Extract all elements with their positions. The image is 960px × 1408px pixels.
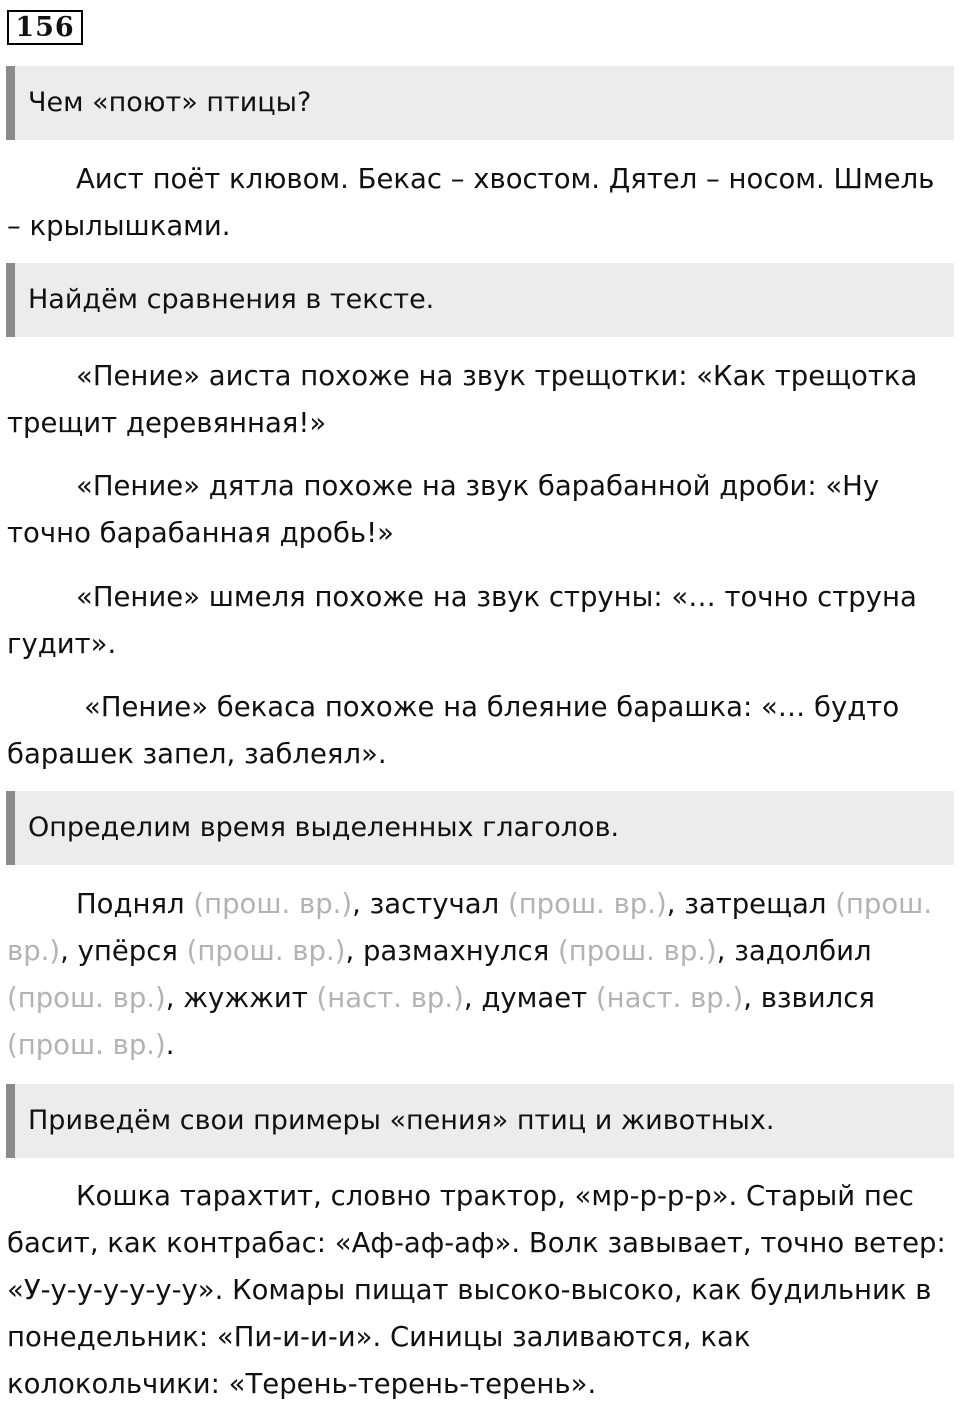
tense-note: (наст. вр.) — [595, 982, 744, 1014]
separator: , — [463, 982, 482, 1014]
verb: застучал — [369, 888, 500, 920]
answer-paragraph: Кошка тарахтит, словно трактор, «мр-р-р-р». Старый пес басит, как контрабас: «Аф-аф-аф». Волк завывает, точно ветер: «У-у-у-у-у-у-у». Комары пищат высоко-высоко, как будильник в понедельник: «Пи-и-и-и». Синицы заливаются, как колокольчики: «Терень-терень-терень». — [7, 1180, 946, 1400]
separator: . — [165, 1029, 175, 1061]
question-heading: Приведём свои примеры «пения» птиц и животных. — [6, 1084, 954, 1158]
tense-note: (наст. вр.) — [316, 982, 464, 1014]
task-number: 156 — [7, 10, 83, 45]
question-heading: Найдём сравнения в тексте. — [6, 263, 954, 337]
separator: , — [666, 888, 685, 920]
verb: жужжит — [183, 982, 308, 1014]
separator: , — [716, 935, 735, 967]
verb: затрещал — [684, 888, 827, 920]
tense-note: (прош. вр.) — [193, 888, 353, 920]
separator: , — [165, 982, 184, 1014]
separator: , — [60, 935, 78, 967]
verb: Поднял — [76, 888, 185, 920]
answer-paragraph: Аист поёт клювом. Бекас – хвостом. Дятел – носом. Шмель – крылышками. — [7, 163, 935, 242]
tense-note: (прош. вр.) — [7, 1029, 166, 1061]
separator: , — [352, 888, 370, 920]
question-heading: Определим время выделенных глаголов. — [6, 791, 954, 865]
verb: упёрся — [77, 935, 178, 967]
verb: взвился — [760, 982, 875, 1014]
verb: размахнулся — [362, 935, 550, 967]
verb: задолбил — [734, 935, 872, 967]
answer-paragraph: «Пение» бекаса похоже на блеяние барашка: «… будто барашек запел, заблеял». — [7, 691, 900, 770]
answer-paragraph: «Пение» шмеля похоже на звук струны: «… точно струна гудит». — [7, 581, 917, 660]
question-heading: Чем «поют» птицы? — [6, 66, 954, 140]
verb: думает — [481, 982, 588, 1014]
verb-tense-paragraph — [7, 881, 952, 1069]
answer-paragraph: «Пение» аиста похоже на звук трещотки: «Как трещотка трещит деревянная!» — [7, 360, 918, 439]
tense-note: (прош. вр.) — [7, 888, 933, 967]
separator: , — [743, 982, 761, 1014]
answer-paragraph: «Пение» дятла похоже на звук барабанной дроби: «Ну точно барабанная дробь!» — [7, 470, 880, 549]
tense-note: (прош. вр.) — [186, 935, 346, 967]
tense-note: (прош. вр.) — [7, 982, 166, 1014]
separator: , — [345, 935, 363, 967]
tense-note: (прош. вр.) — [507, 888, 667, 920]
tense-note: (прош. вр.) — [557, 935, 717, 967]
